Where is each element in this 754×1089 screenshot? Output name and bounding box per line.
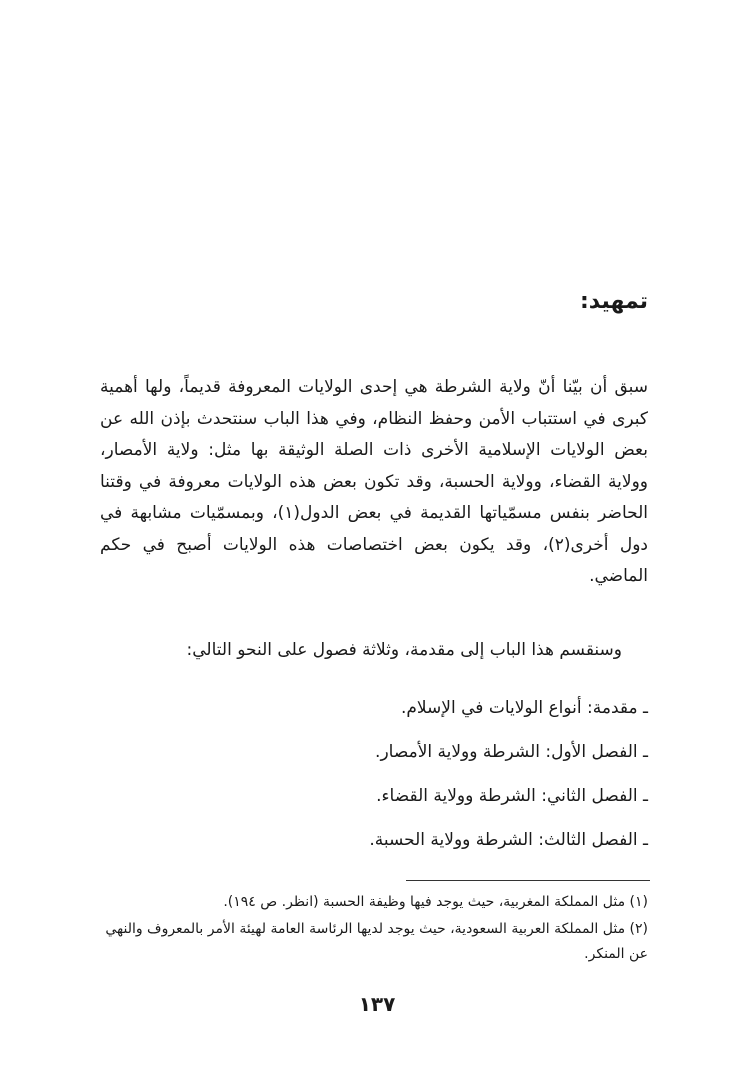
main-paragraph: سبق أن بيّنا أنّ ولاية الشرطة هي إحدى الولايات المعروفة قديماً، ولها أهمية كبرى في استتباب الأمن وحفظ النظام، وفي هذا الباب سنتحدث بإذن الله عن بعض الولايات الإسلامية الأخرى ذات الصلة الوثيقة بها مثل: ولاية الأمصار، وولاية القضاء، وولاية الحسبة، وقد تكون بعض هذه الولايات معروفة في وقتنا الحاضر بنفس مسمّياتها القديمة في بعض الدول(١)، وبمسمّيات مشابهة في دول أخرى(٢)، وقد يكون بعض اختصاصات هذه الولايات أصبح في حكم الماضي. — [100, 377, 648, 586]
footnote-2: (٢) مثل المملكة العربية السعودية، حيث يوجد لديها الرئاسة العامة لهيئة الأمر بالمعروف والنهي عن المنكر. — [105, 921, 648, 962]
chapters-intro: وسنقسم هذا الباب إلى مقدمة، وثلاثة فصول على النحو التالي: — [186, 640, 622, 660]
footnotes — [100, 890, 648, 969]
chapter-item-2: ـ الفصل الثاني: الشرطة وولاية القضاء. — [376, 786, 648, 806]
chapter-item-1: ـ الفصل الأول: الشرطة وولاية الأمصار. — [375, 742, 648, 762]
chapter-item-intro: ـ مقدمة: أنواع الولايات في الإسلام. — [400, 698, 648, 718]
footnote-divider — [406, 880, 650, 881]
chapter-list — [100, 686, 648, 862]
footnote-1: (١) مثل المملكة المغربية، حيث يوجد فيها وظيفة الحسبة (انظر. ص ١٩٤). — [223, 894, 648, 910]
chapter-item-3: ـ الفصل الثالث: الشرطة وولاية الحسبة. — [369, 830, 648, 850]
page-number: ١٣٧ — [358, 992, 396, 1016]
section-heading: تمهيد: — [579, 289, 648, 314]
